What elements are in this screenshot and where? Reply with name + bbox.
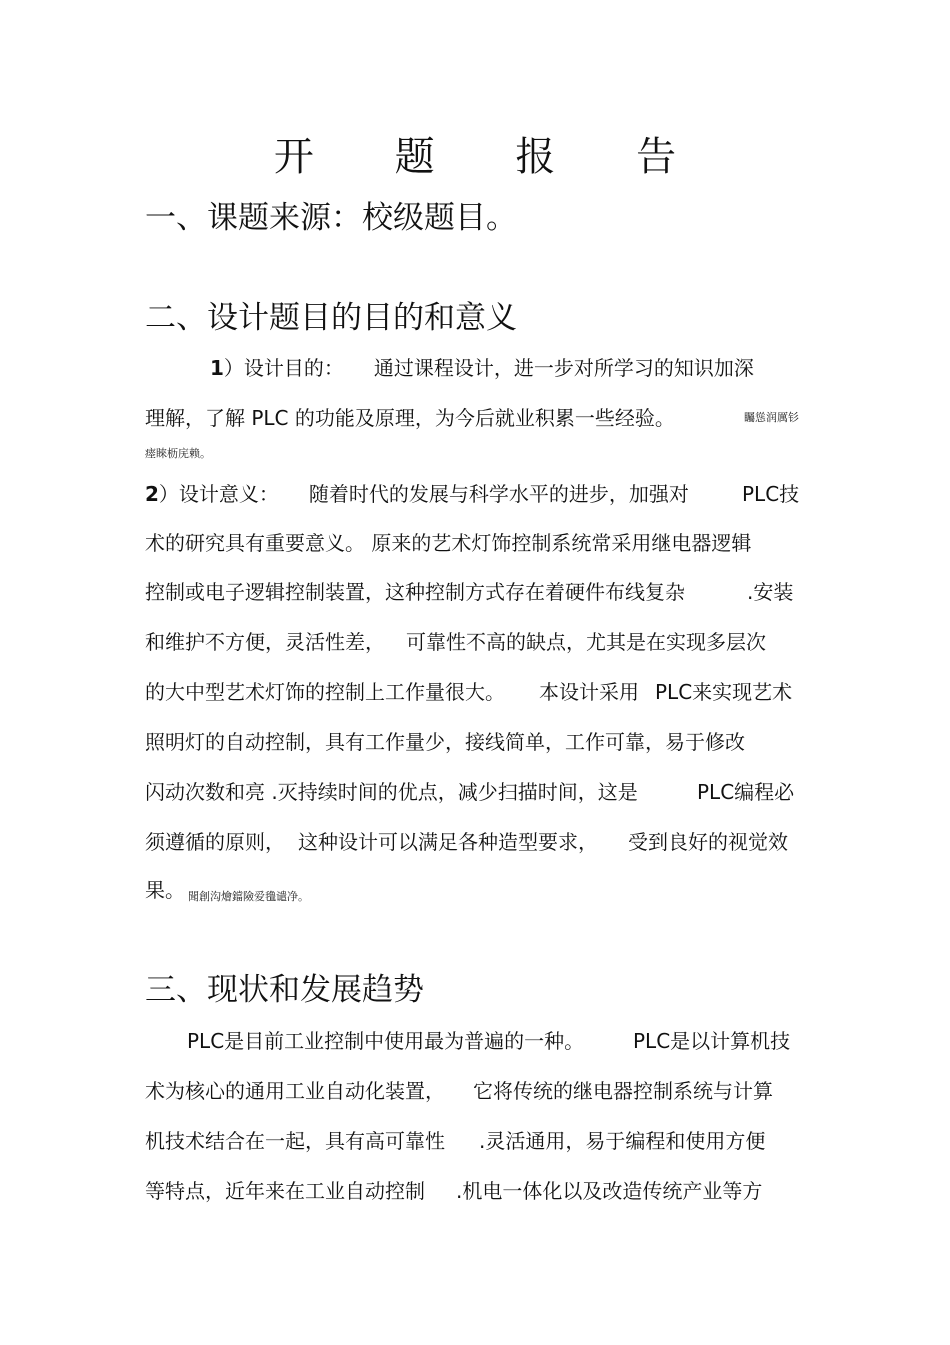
meaning-line-1	[145, 480, 689, 508]
meaning-line-5a: 的大中型艺术灯饰的控制上工作量很大。	[145, 680, 505, 704]
meaning-noise: 聞創沟燴鐺險爱氇谴净。	[188, 890, 309, 903]
status-line-4a: 等特点，近年来在工业自动控制	[145, 1179, 425, 1203]
meaning-line-8a: 须遵循的原则，	[145, 830, 285, 854]
purpose-line-1	[210, 354, 754, 382]
meaning-line-8c: 受到良好的视觉效	[628, 830, 788, 854]
section-1-heading: 一、课题来源：校级题目。	[145, 200, 517, 236]
meaning-line-2: 术的研究具有重要意义。 原来的艺术灯饰控制系统常采用继电器逻辑	[145, 531, 752, 555]
meaning-line-7a: 闪动次数和亮 .灭持续时间的优点，减少扫描时间，这是	[145, 780, 638, 804]
section-2-heading: 二、设计题目的目的和意义	[145, 300, 517, 336]
meaning-label-number: 2	[145, 482, 159, 506]
document-title: 开 题 报 告	[273, 134, 711, 180]
status-line-3b: .灵活通用，易于编程和使用方便	[479, 1129, 766, 1153]
status-line-1a: PLC是目前工业控制中使用最为普遍的一种。	[187, 1029, 585, 1053]
meaning-line-8b: 这种设计可以满足各种造型要求，	[298, 830, 598, 854]
purpose-noise-2: 瘗睞枥庑赖。	[145, 447, 211, 460]
status-line-1b: PLC是以计算机技	[633, 1029, 791, 1053]
meaning-line-7b: PLC编程必	[697, 780, 795, 804]
meaning-line-5c: PLC来实现艺术	[655, 680, 793, 704]
meaning-line-4b: 可靠性不高的缺点，尤其是在实现多层次	[406, 630, 766, 654]
meaning-label: ）设计意义：	[158, 482, 279, 506]
status-line-2a: 术为核心的通用工业自动化装置，	[145, 1079, 445, 1103]
meaning-line-9: 果。	[145, 878, 185, 902]
meaning-text-1-tail: PLC技	[742, 482, 800, 506]
purpose-label-number: 1	[210, 356, 224, 380]
purpose-noise-1: 矚慫润厲钐	[744, 411, 799, 424]
meaning-text-1: 随着时代的发展与科学水平的进步，加强对	[308, 482, 689, 506]
meaning-line-3a: 控制或电子逻辑控制装置，这种控制方式存在着硬件布线复杂	[145, 580, 685, 604]
purpose-line-2	[145, 404, 675, 432]
purpose-text-1: 通过课程设计，进一步对所学习的知识加深	[373, 356, 754, 380]
status-line-4b: .机电一体化以及改造传统产业等方	[456, 1179, 763, 1203]
meaning-line-3b: .安装	[747, 580, 794, 604]
status-line-2b: 它将传统的继电器控制系统与计算	[473, 1079, 773, 1103]
section-3-heading: 三、现状和发展趋势	[145, 972, 424, 1008]
meaning-line-4a: 和维护不方便，灵活性差，	[145, 630, 385, 654]
meaning-line-6: 照明灯的自动控制，具有工作量少，接线简单，工作可靠，易于修改	[145, 730, 745, 754]
purpose-text-2: 理解，了解 PLC 的功能及原理，为今后就业积累一些经验。	[145, 406, 675, 430]
status-line-3a: 机技术结合在一起，具有高可靠性	[145, 1129, 445, 1153]
purpose-label: ）设计目的：	[223, 356, 344, 380]
meaning-line-5b: 本设计采用	[539, 680, 639, 704]
